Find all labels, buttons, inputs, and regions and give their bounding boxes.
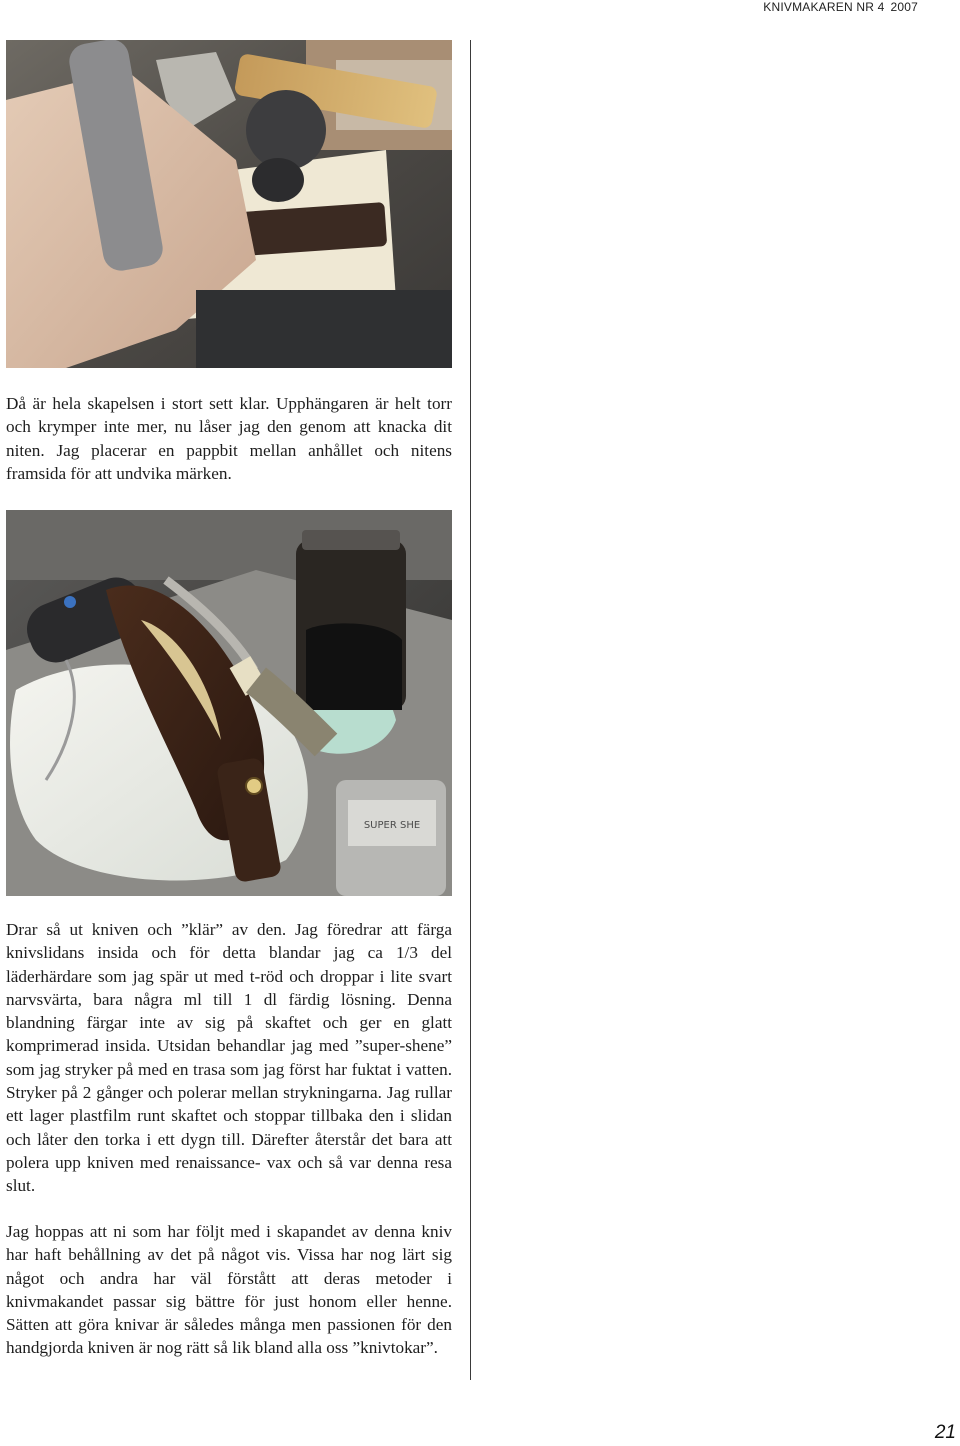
paragraph-finishing: Drar så ut kniven och ”klär” av den. Jag föredrar att färga knivslidans insida och för detta blandar jag ca 1/3 del läderhärdare som jag spär ut med t-röd och droppar i lite svart narvsvärta, bara några ml till 1 dl färdig lösning. Denna blandning färgar inte av sig på skaftet och ger en glatt komprimerad insida. Utsidan behandlar jag med ”super-shene” som jag stryker på med en trasa som jag först har fuktat i vatten. Stryker på 2 gånger och polerar mellan strykningarna. Jag rullar ett lager plastfilm runt skaftet och stoppar tillbaka den i slidan och låter den torka i ett dygn till. Därefter återstår det bara att polera upp kniven med renaissance- vax och så var denna resa slut.: [6, 920, 452, 1196]
paragraph-closing: Jag hoppas att ni som har följt med i skapandet av denna kniv har haft behållning av det på något vis. Vissa har nog lärt sig något och andra har väl förstått att deras metoder i knivmakandet passar sig bättre för just honom eller henne. Sätten att göra knivar är således många men passionen för den handgjorda kniven är nog rätt så lik bland alla oss ”knivtokar”.: [6, 1222, 452, 1358]
paragraph-riveting: Då är hela skapelsen i stort sett klar. Upphängaren är helt torr och krymper inte mer, nu låser jag den genom att knacka dit niten. Jag placerar en pappbit mellan anhållet och nitens framsida för att undvika märken.: [6, 394, 452, 483]
photo-finished-knife: [6, 510, 452, 896]
photo-knife-illustration: [6, 510, 452, 896]
publication-year: 2007: [890, 0, 918, 14]
jar-label-text: SUPER SHE: [363, 820, 421, 831]
photo-riveting-hanger: [6, 40, 452, 368]
column-divider: [470, 40, 471, 1380]
photo-riveting-illustration: [6, 40, 452, 368]
running-header: [763, 0, 918, 14]
publication-name: KNIVMAKAREN NR 4: [763, 0, 885, 14]
page-number: 21: [934, 1422, 956, 1443]
